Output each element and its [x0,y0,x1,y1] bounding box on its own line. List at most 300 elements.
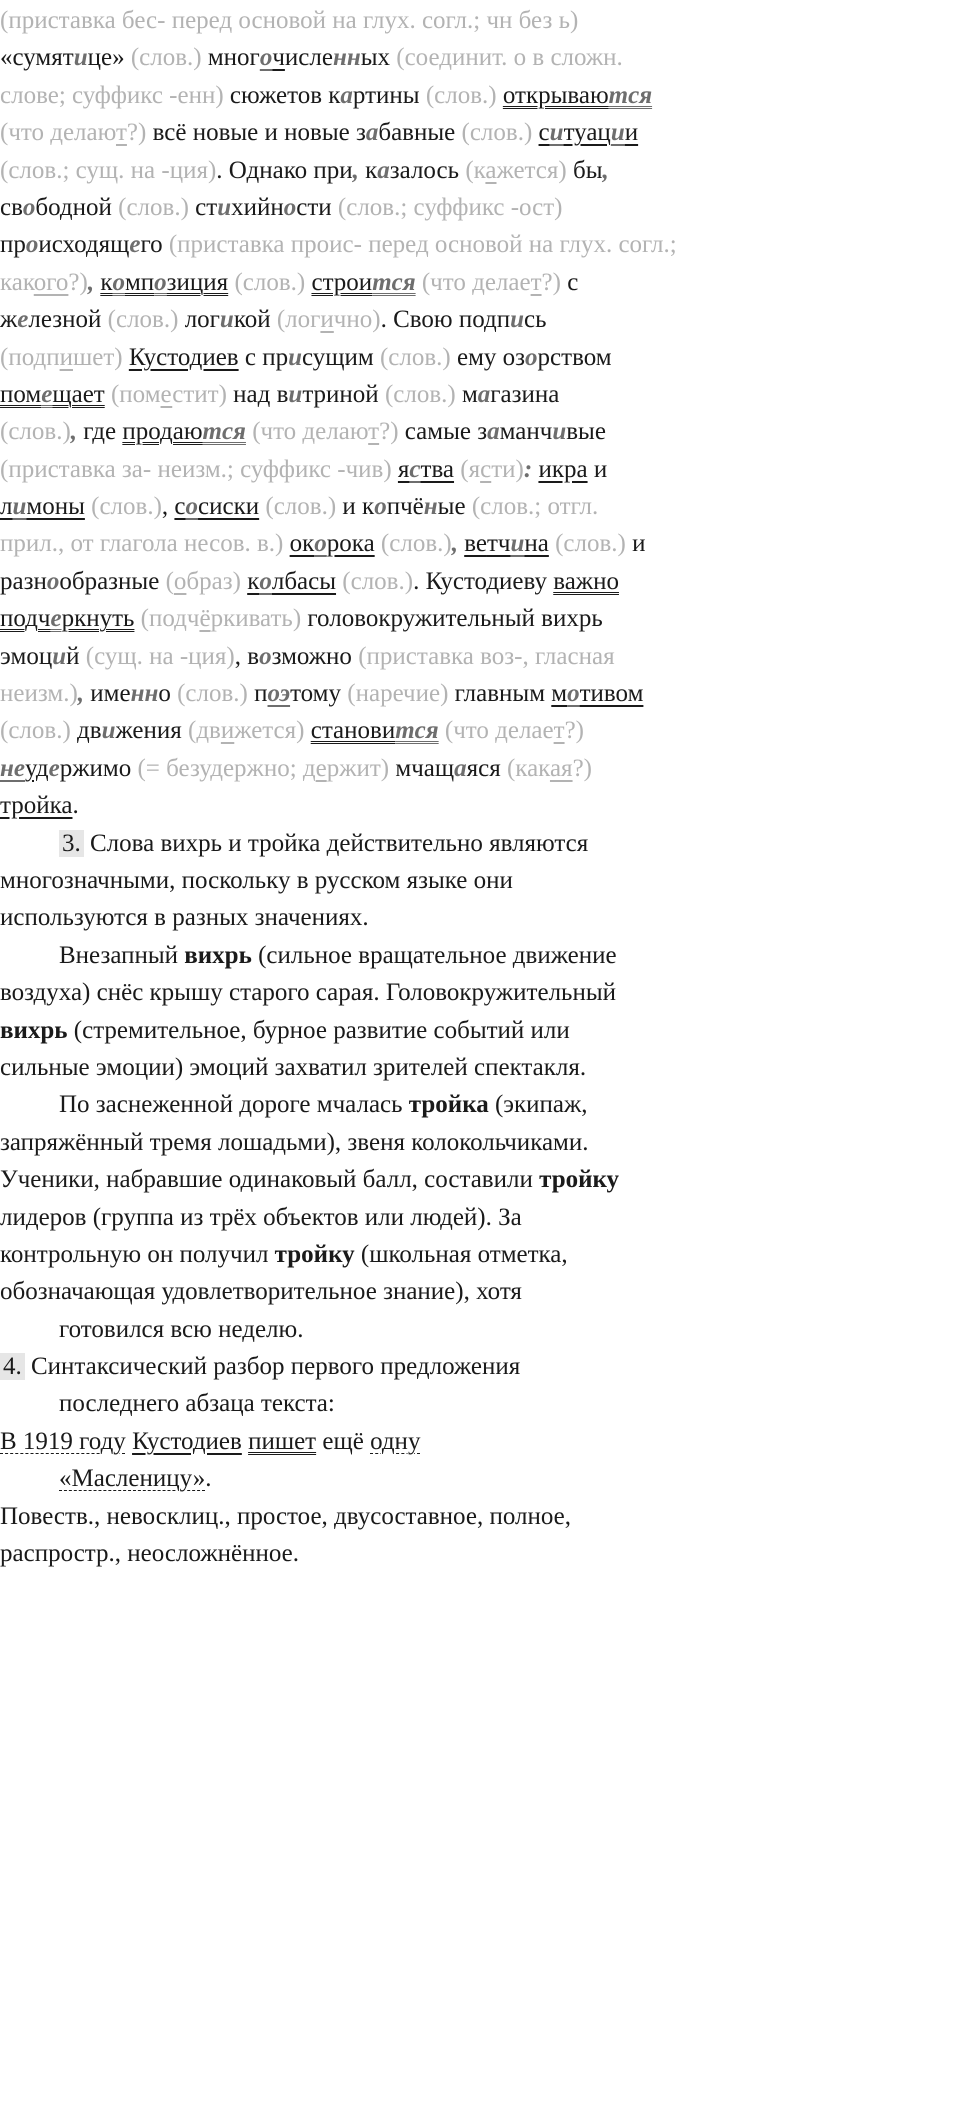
text-run: вые [566,418,606,446]
text-line [0,974,711,1011]
text-run: сь [523,306,547,334]
text-run: ркнуть [61,605,135,633]
text-run: св [0,193,23,221]
grey-note: о [173,567,187,595]
text-run: Кустодиев [128,343,239,371]
grey-note: чно) [333,306,381,334]
text-run: . [205,1465,212,1493]
grey-note: т [368,418,380,446]
text-run: многозначными, поскольку в русском языке они [0,866,513,894]
grey-note: ё [199,605,211,633]
marked-letter: о [112,268,125,296]
text-run: моны [26,493,85,521]
text-run: тивом [579,680,644,708]
text-run: ых [360,44,390,72]
text-line [0,488,711,525]
marked-letter: оэ [267,680,291,708]
text-run: распростр., неосложнённое. [0,1540,299,1568]
text-run: го [140,231,163,259]
text-run: к [358,156,378,184]
marked-letter: и [219,306,234,334]
grey-note: ?) [379,418,405,446]
grey-note: (слов.) [373,343,457,371]
marked-letter: о [314,530,327,558]
text-run: лезной [28,306,102,334]
text-run: «сумят [0,44,74,72]
text-line [0,899,711,936]
text-run: тому [290,680,342,708]
text-run: с пр [238,343,289,371]
grey-note: (= безудержно; д [131,754,316,782]
marked-letter: о [25,231,39,259]
text-run: станови [310,717,396,745]
text-run: . [72,792,79,820]
text-run: тройка [0,792,73,820]
text-run: Синтаксический разбор первого предложения [24,1353,521,1381]
text-run: эмоц [0,642,53,670]
grey-note: и [220,717,235,745]
grey-note: (как [500,754,550,782]
text-run: лог [184,306,220,334]
text-run: образные [59,567,160,595]
marked-letter: тся [608,81,653,109]
grey-note: (слов.) [228,268,312,296]
text-line [0,339,711,376]
text-run: ж [0,306,18,334]
text-run: где [77,418,123,446]
text-run: рством [537,343,612,371]
text-run: манч [499,418,553,446]
text-line [0,1236,711,1273]
text-run: (экипаж, [488,1091,588,1119]
marked-letter: нн [130,680,159,708]
text-run: воздуха) снёс крышу старого сарая. Головокружительный [0,979,617,1007]
text-line [0,1535,711,1568]
grey-note: (слов.) [336,567,414,595]
item-number: 3. [59,830,84,857]
marked-letter: о [22,193,36,221]
marked-letter: : [523,455,533,483]
grey-note: (слов.) [0,717,78,745]
text-run: сиски [198,493,260,521]
marked-letter: и [549,119,564,147]
marked-letter: тся [395,717,439,745]
marked-letter: , [77,680,91,708]
text-line [0,862,711,899]
grey-note: неизм.) [0,680,78,708]
text-run: с [174,493,186,521]
grey-note: (слов.; суффикс -ост) [331,193,563,221]
marked-letter: и [217,193,232,221]
grey-note: а [485,156,497,184]
text-run: хийн [231,193,284,221]
text-run: Ученики, набравшие одинаковый балл, составили [0,1166,540,1194]
grey-note: как [0,268,34,296]
marked-letter: н [423,493,438,521]
text-run: име [90,680,131,708]
grey-note: ая [549,754,573,782]
grey-note: (слов.) [170,680,255,708]
grey-note: (дв [181,717,221,745]
text-line [0,1348,711,1385]
text-line [0,1086,711,1123]
text-run: мног [207,44,260,72]
text-run: самые з [404,418,488,446]
text-run: продаю [122,418,203,446]
grey-note: и [320,306,334,334]
text-run: я [397,455,410,483]
item-number: 4. [0,1353,25,1380]
text-line [0,451,711,488]
text-run: ему оз [457,343,526,371]
text-run: п [254,680,268,708]
text-run: газина [490,380,560,408]
text-run: важно [553,567,619,595]
text-run: с [567,268,579,296]
marked-letter: е [50,605,62,633]
marked-letter: тся [372,268,416,296]
marked-letter: и [610,119,625,147]
text-run: к [247,567,260,595]
grey-note: т [530,268,542,296]
marked-letter: , [602,156,609,184]
grey-note: (приставка за- неизм.; суффикс -чив) [0,455,398,483]
grey-note: и [59,343,73,371]
grey-note: е [160,380,173,408]
grey-note: прил., от глагола несов. в.) [0,530,290,558]
grey-note: ?) [564,717,584,745]
text-line [0,1124,711,1161]
text-run: лбасы [271,567,337,595]
text-run: ржимо [59,754,132,782]
marked-letter: е [129,231,141,259]
text-run: м [461,380,478,408]
text-run: всё новые и новые з [152,119,366,147]
grey-note: (что делаю [0,119,116,147]
grey-note: (пом [104,380,161,408]
marked-letter: и [552,418,567,446]
marked-letter: е [48,754,60,782]
text-run: ве [464,530,487,558]
text-run: бодной [35,193,112,221]
grey-note: (я [454,455,481,483]
text-run: сущим [302,343,374,371]
grey-note: ржит) [326,754,396,782]
grey-note: ( [159,567,174,595]
text-line [0,77,711,114]
text-run: пом [0,380,42,408]
text-line [0,264,711,301]
text-run: ртины [352,81,420,109]
text-run: В 1919 году [0,1427,126,1455]
text-run: с [538,119,550,147]
marked-letter: о [46,567,60,595]
text-line [0,413,711,450]
bold-word: вихрь [184,941,252,969]
marked-letter: и [52,642,67,670]
text-run: , в [234,642,260,670]
marked-letter: о [259,44,273,72]
marked-letter: и [288,380,303,408]
marked-letter: не [0,754,25,782]
text-run: мчащ [395,754,455,782]
grey-note: (соединит. о в сложн. [390,44,623,72]
grey-note: (слов.) [378,380,462,408]
text-run: ок [289,530,315,558]
grey-note: (что делае [415,268,531,296]
text-run: рока [326,530,375,558]
marked-letter: и [510,306,524,334]
grey-note: (наречие) [341,680,455,708]
marked-letter: и [510,530,525,558]
text-run: залось [389,156,460,184]
text-run: кой [233,306,271,334]
grey-note: (приставка бес- перед основой на глух. согл.; чн без ь) [0,7,579,34]
grey-note: жется) [234,717,311,745]
marked-letter: о [283,193,297,221]
text-line [0,825,711,862]
text-line [0,2,711,39]
grey-note: слове; суффикс -енн) [0,81,230,109]
text-line [0,226,711,263]
text-run: разн [0,567,47,595]
text-line [0,114,711,151]
marked-letter: , [70,418,78,446]
text-run: л [0,493,13,521]
marked-letter: а [365,119,379,147]
text-line [0,600,711,637]
text-run: ч [272,44,285,72]
text-run: уд [24,754,49,782]
marked-letter: а [487,418,500,446]
text-run: и к [342,493,375,521]
text-run: ещё [316,1427,371,1455]
text-run: контрольную он получил [0,1240,275,1268]
grey-note: (слов.) [111,193,196,221]
text-run: . Однако при [216,156,353,184]
text-run: бавные [378,119,456,147]
text-run: ст [195,193,218,221]
text-run: одну [370,1427,421,1455]
text-run: к [100,268,113,296]
text-line [0,937,711,974]
text-run: (стремительное, бурное развитие событий или [67,1016,570,1044]
grey-note: стит) [172,380,234,408]
text-run: сюжетов к [229,81,341,109]
grey-note: шет) [72,343,129,371]
text-run: м [551,680,568,708]
marked-letter: а [377,156,390,184]
grey-note: (слов.) [455,119,539,147]
text-line [0,39,711,76]
grey-note: (слов.) [101,306,185,334]
text-run: используются в разных значениях. [0,904,369,932]
marked-letter: с [409,455,421,483]
grey-note: (слов.) [0,418,71,446]
text-run: щает [52,380,105,408]
marked-letter: о [525,343,538,371]
grey-note: ого [33,268,69,296]
text-run: зиция [166,268,229,296]
text-run: й [66,642,80,670]
marked-letter: и [73,44,88,72]
grey-note: (приставка воз-, гласная [351,642,615,670]
text-run: тч [486,530,511,558]
text-run: Слова вихрь и тройка действительно являются [83,829,589,857]
text-line [0,1460,711,1497]
text-line [0,189,711,226]
bold-word: тройка [408,1091,489,1119]
text-run: икра [538,455,588,483]
text-run: Повеств., невосклиц., простое, двусоставное, полное, [0,1502,572,1530]
marked-letter: а [340,81,353,109]
marked-letter: о [567,680,580,708]
grey-note: (подч [134,605,200,633]
grey-note: (слов.) [548,530,633,558]
grey-note: с [480,455,492,483]
text-run: яся [466,754,501,782]
grey-note: (подп [0,343,60,371]
text-line [0,152,711,189]
grey-note: (слов.) [419,81,503,109]
text-run: жения [115,717,182,745]
marked-letter: и [101,717,116,745]
text-line [0,1273,711,1310]
grey-note: ти) [491,455,524,483]
marked-letter: и [288,343,302,371]
marked-letter: о [259,567,272,595]
text-line [0,525,711,562]
text-run: открываю [502,81,609,109]
text-run: исле [284,44,333,72]
text-run: над в [233,380,289,408]
grey-note: браз) [186,567,248,595]
grey-note: ?) [572,754,592,782]
grey-note: е [315,754,327,782]
text-run: ые [437,493,466,521]
text-line [0,1161,711,1198]
text-run: . Свою подп [380,306,511,334]
text-line [0,787,711,824]
text-run: тва [420,455,455,483]
text-run: пчё [386,493,424,521]
grey-note: т [553,717,565,745]
text-run: бы [572,156,603,184]
text-line [0,1012,711,1049]
text-run: По заснеженной дороге мчалась [59,1091,409,1119]
text-run: , [161,493,175,521]
grey-note: (слов.; сущ. на -ция) [0,156,217,184]
text-run: Внезапный [59,941,185,969]
marked-letter: е [17,306,29,334]
text-run: дв [77,717,102,745]
text-line [0,1199,711,1236]
text-run: подч [0,605,51,633]
text-run: лидеров (группа из трёх объектов или людей). За [0,1203,522,1231]
text-run: (сильное вращательное движение [251,941,617,969]
text-run: обозначающая удовлетворительное знание), хотя [0,1278,522,1306]
text-run: головокружительный вихрь [307,605,603,633]
marked-letter: , [352,156,359,184]
grey-note: (слов.; отгл. [465,493,599,521]
grey-note: (что делае [438,717,554,745]
marked-letter: о [154,268,167,296]
grey-note: жется) [496,156,573,184]
grey-note: ?) [126,119,153,147]
text-run: це» [87,44,125,72]
bold-word: тройку [274,1240,355,1268]
grey-note: ?) [541,268,568,296]
text-run: (школьная отметка, [354,1240,568,1268]
text-run: мп [124,268,155,296]
marked-letter: о [374,493,387,521]
grey-note: (приставка проис- перед основой на глух. согл.; [162,231,677,259]
text-line [0,1498,711,1535]
grey-note: (сущ. на -ция) [79,642,235,670]
text-run: пишет [248,1427,317,1455]
text-run: туац [563,119,611,147]
text-run: сти [296,193,332,221]
text-run: триной [302,380,379,408]
text-run: строи [311,268,373,296]
text-run: готовился всю неделю. [59,1315,304,1343]
text-run: о [158,680,171,708]
text-line [0,301,711,338]
text-run: зможно [271,642,352,670]
marked-letter: , [451,530,465,558]
marked-letter: , [87,268,101,296]
text-line [0,1385,711,1422]
marked-letter: а [477,380,491,408]
text-run: сильные эмоции) эмоций захватил зрителей спектакля. [0,1053,587,1081]
text-run: главным [454,680,552,708]
grey-note: (слов.) [259,493,343,521]
grey-note: т [115,119,127,147]
text-run: на [524,530,549,558]
text-run: и [624,119,639,147]
grey-note: (слов.) [124,44,208,72]
text-run: и [587,455,608,483]
text-run: и [632,530,646,558]
text-run: запряжённый тремя лошадьми), звеня колокольчиками. [0,1128,589,1156]
grey-note: (слов.) [84,493,162,521]
marked-letter: о [185,493,199,521]
text-run: последнего абзаца текста: [59,1390,335,1418]
grey-note: (что делаю [245,418,369,446]
grey-note: (к [459,156,486,184]
grey-note: ?) [68,268,88,296]
text-line [0,1311,711,1348]
bold-word: вихрь [0,1016,68,1044]
text-line [0,563,711,600]
marked-letter: и [12,493,27,521]
text-line [0,638,711,675]
grey-note: (слов.) [374,530,452,558]
text-line [0,750,711,787]
text-run: . Кустодиеву [413,567,554,595]
text-line [0,712,711,749]
text-run: пр [0,231,26,259]
text-line [0,1049,711,1086]
text-run: «Масленицу» [59,1465,206,1493]
marked-letter: тся [202,418,246,446]
marked-letter: о [259,642,272,670]
grey-note: ркивать) [210,605,308,633]
text-run: Кустодиев [132,1427,242,1455]
marked-letter: е [41,380,53,408]
marked-letter: нн [332,44,361,72]
text-run: исходящ [38,231,130,259]
